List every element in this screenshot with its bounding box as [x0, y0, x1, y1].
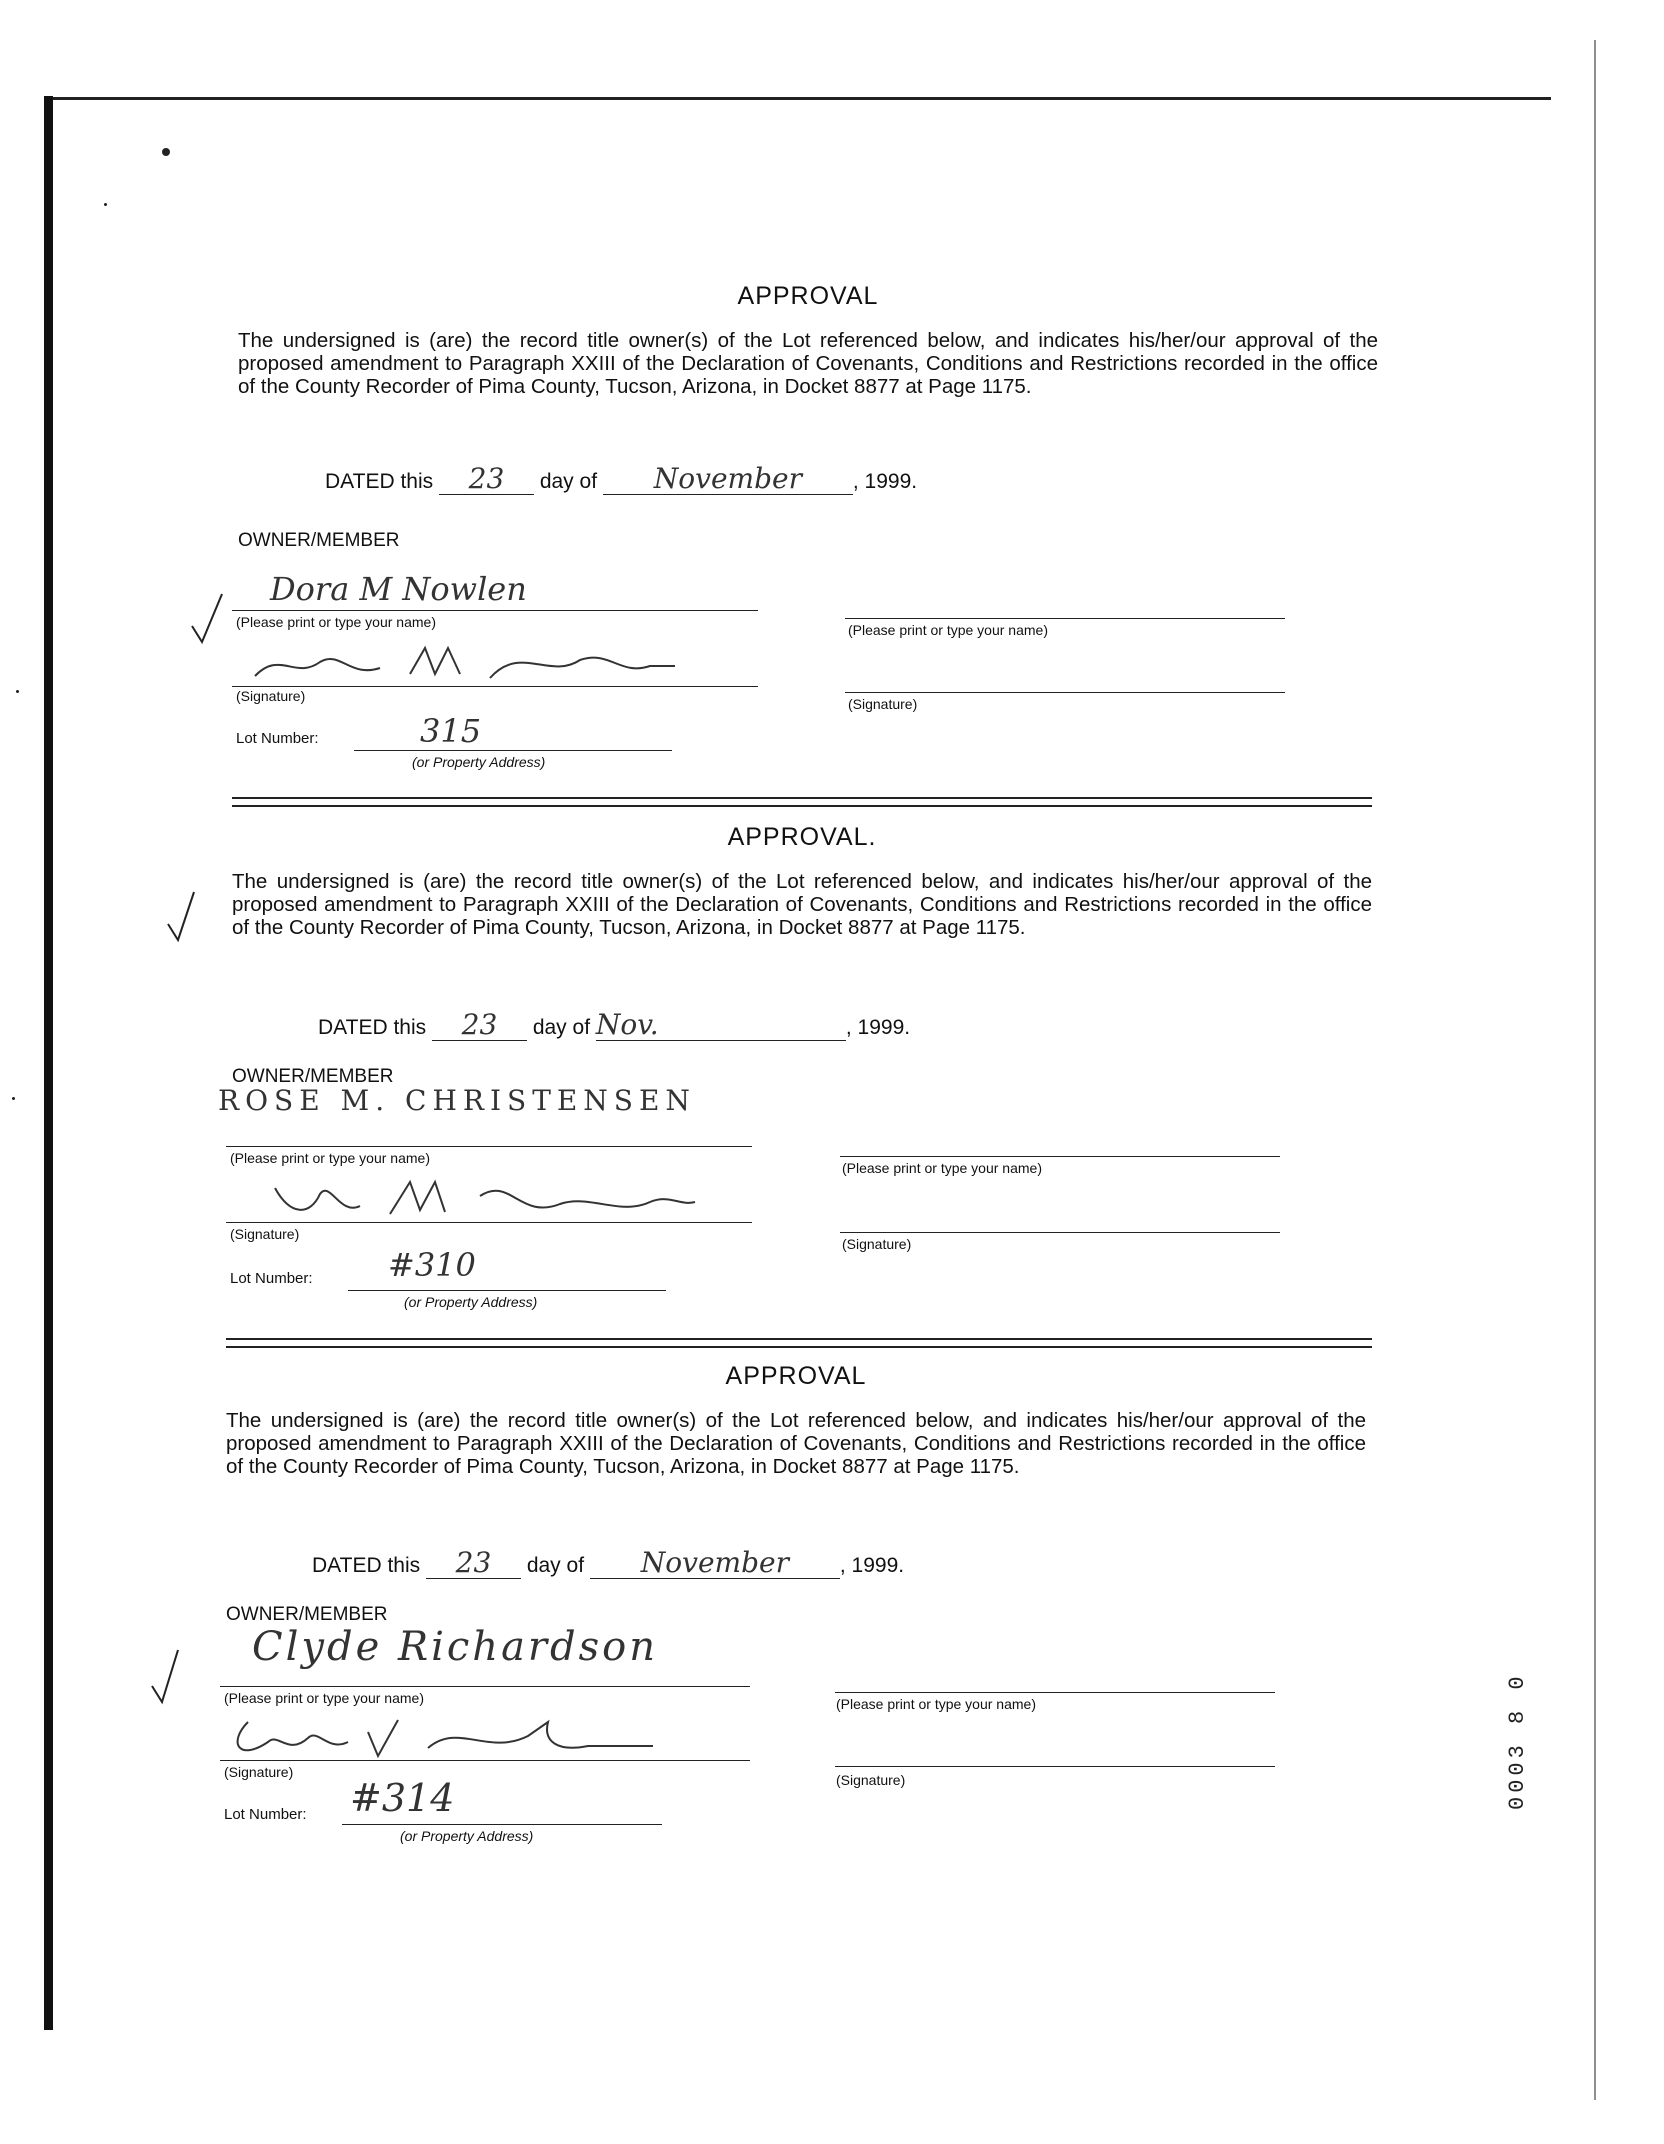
check-mark	[148, 1646, 184, 1706]
scan-right-edge	[1594, 40, 1596, 2100]
dated-label: DATED this	[312, 1554, 421, 1577]
signature-caption: (Signature)	[230, 1226, 300, 1242]
dated-label: DATED this	[318, 1016, 427, 1039]
check-mark	[188, 590, 228, 646]
second-signature-line[interactable]	[845, 692, 1285, 693]
second-name-caption: (Please print or type your name)	[848, 622, 1048, 638]
signature-scribble	[228, 1712, 658, 1764]
second-name-line[interactable]	[835, 1692, 1275, 1693]
approval-block-1	[238, 282, 1378, 398]
printed-name-handwritten[interactable]: Clyde Richardson	[252, 1624, 659, 1670]
lot-number-line[interactable]	[348, 1290, 666, 1291]
side-stamp	[1505, 1510, 1545, 1820]
day-of-label: day of	[526, 1554, 585, 1577]
day-field[interactable]: 23	[432, 1010, 527, 1041]
owner-member-label: OWNER/MEMBER	[238, 530, 400, 551]
address-caption: (or Property Address)	[412, 754, 546, 770]
speck	[12, 1097, 15, 1100]
month-field[interactable]: November	[590, 1548, 840, 1579]
lot-number-label: Lot Number:	[224, 1806, 307, 1823]
lot-number-line[interactable]	[354, 750, 672, 751]
approval-paragraph: The undersigned is (are) the record title owner(s) of the Lot referenced below, and indicates his/her/our approval of the proposed amendment to Paragraph XXIII of the Declaration of Covenants, Conditions and Restrictions recorded in the office of the County Recorder of Pima County, Tucson, Arizona, in Docket 8877 at Page 1175.	[232, 870, 1372, 939]
approval-paragraph: The undersigned is (are) the record title owner(s) of the Lot referenced below, and indicates his/her/our approval of the proposed amendment to Paragraph XXIII of the Declaration of Covenants, Conditions and Restrictions recorded in the office of the County Recorder of Pima County, Tucson, Arizona, in Docket 8877 at Page 1175.	[226, 1409, 1366, 1478]
approval-title: APPROVAL.	[727, 823, 877, 851]
check-mark	[164, 888, 200, 944]
name-caption: (Please print or type your name)	[230, 1150, 430, 1166]
signature-scribble	[270, 1176, 700, 1224]
lot-number-line[interactable]	[342, 1824, 662, 1825]
approval-block-3	[226, 1362, 1366, 1478]
owner-member-label: OWNER/MEMBER	[226, 1604, 388, 1625]
year-label: , 1999.	[839, 1554, 905, 1577]
signature-line[interactable]	[232, 686, 758, 687]
signature-caption: (Signature)	[224, 1764, 294, 1780]
printed-name-handwritten[interactable]: ROSE M. CHRISTENSEN	[218, 1084, 696, 1117]
day-field[interactable]: 23	[426, 1548, 521, 1579]
lot-number-handwritten[interactable]: #314	[350, 1776, 455, 1820]
address-caption: (or Property Address)	[400, 1828, 534, 1844]
top-rule	[53, 97, 1551, 100]
owner-member-label: OWNER/MEMBER	[232, 1066, 394, 1087]
approval-title: APPROVAL	[737, 282, 879, 310]
speck	[16, 690, 19, 693]
lot-number-label: Lot Number:	[236, 730, 319, 747]
day-of-label: day of	[532, 1016, 591, 1039]
address-caption: (or Property Address)	[404, 1294, 538, 1310]
side-stamp-text: 0003 8 0	[1505, 1672, 1530, 1810]
month-field[interactable]: November	[603, 464, 853, 495]
dated-line	[318, 1010, 910, 1041]
month-field[interactable]: Nov.	[596, 1010, 846, 1041]
second-signature-line[interactable]	[840, 1232, 1280, 1233]
second-name-caption: (Please print or type your name)	[842, 1160, 1042, 1176]
speck	[162, 148, 170, 156]
approval-title: APPROVAL	[725, 1362, 867, 1390]
day-field[interactable]: 23	[439, 464, 534, 495]
signature-line[interactable]	[226, 1222, 752, 1223]
name-line[interactable]	[232, 610, 758, 611]
second-signature-caption: (Signature)	[836, 1772, 906, 1788]
name-line[interactable]	[220, 1686, 750, 1687]
name-caption: (Please print or type your name)	[224, 1690, 424, 1706]
second-signature-caption: (Signature)	[842, 1236, 912, 1252]
printed-name-handwritten[interactable]: Dora M Nowlen	[270, 570, 527, 608]
section-divider	[232, 797, 1372, 807]
year-label: , 1999.	[852, 470, 918, 493]
lot-number-handwritten[interactable]: #310	[388, 1246, 476, 1284]
signature-scribble	[250, 640, 680, 686]
speck	[104, 203, 107, 206]
dated-line	[325, 464, 917, 495]
lot-number-handwritten[interactable]: 315	[420, 712, 482, 750]
second-signature-caption: (Signature)	[848, 696, 918, 712]
signature-line[interactable]	[220, 1760, 750, 1761]
dated-label: DATED this	[325, 470, 434, 493]
scan-edge-bar	[44, 96, 53, 2030]
approval-paragraph: The undersigned is (are) the record title owner(s) of the Lot referenced below, and indicates his/her/our approval of the proposed amendment to Paragraph XXIII of the Declaration of Covenants, Conditions and Restrictions recorded in the office of the County Recorder of Pima County, Tucson, Arizona, in Docket 8877 at Page 1175.	[238, 329, 1378, 398]
approval-block-2	[232, 823, 1372, 939]
second-name-line[interactable]	[840, 1156, 1280, 1157]
second-name-line[interactable]	[845, 618, 1285, 619]
lot-number-label: Lot Number:	[230, 1270, 313, 1287]
second-signature-line[interactable]	[835, 1766, 1275, 1767]
name-caption: (Please print or type your name)	[236, 614, 436, 630]
dated-line	[312, 1548, 904, 1579]
second-name-caption: (Please print or type your name)	[836, 1696, 1036, 1712]
section-divider	[226, 1338, 1372, 1348]
year-label: , 1999.	[845, 1016, 911, 1039]
day-of-label: day of	[539, 470, 598, 493]
name-line[interactable]	[226, 1146, 752, 1147]
signature-caption: (Signature)	[236, 688, 306, 704]
